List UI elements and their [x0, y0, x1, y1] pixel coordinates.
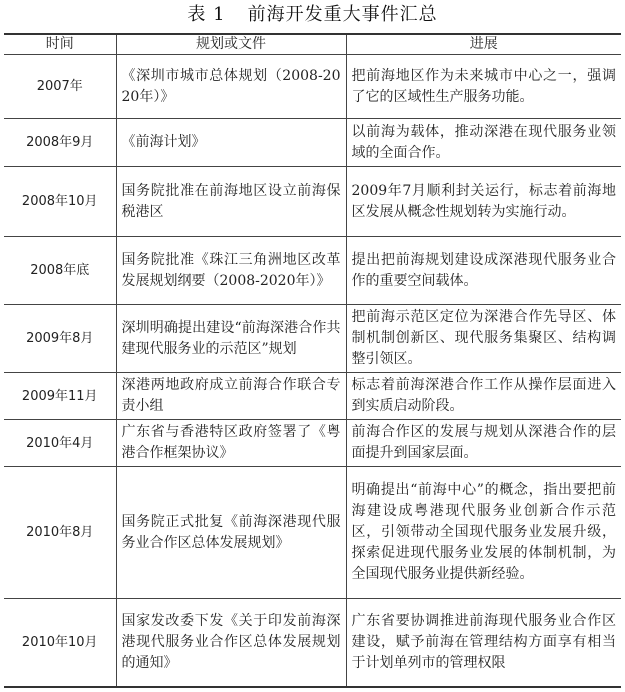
time-cell: 2008年底: [4, 237, 116, 305]
progress-cell: 提出把前海规划建设成深港现代服务业合作的重要空间载体。: [346, 237, 621, 305]
document-cell: 国务院批准在前海地区设立前海保税港区: [116, 167, 346, 237]
caption-title: 前海开发重大事件汇总: [247, 4, 438, 25]
progress-cell: 把前海地区作为未来城市中心之一，强调了它的区域性生产服务功能。: [346, 55, 621, 119]
table-row: [4, 373, 621, 420]
progress-cell: 明确提出“前海中心”的概念，指出要把前海建设成粤港现代服务业创新合作示范区，引领带动全国现代服务业发展升级，探索促进现代服务业发展的体制机制，为全国现代服务业提供新经验。: [346, 467, 621, 599]
document-cell: 《前海计划》: [116, 119, 346, 167]
time-cell: 2010年4月: [4, 420, 116, 467]
document-cell: 《深圳市城市总体规划（2008-2020年）》: [116, 55, 346, 119]
table-row: [4, 55, 621, 119]
table-caption: [0, 0, 625, 30]
progress-cell: 标志着前海深港合作工作从操作层面进入到实质启动阶段。: [346, 373, 621, 420]
document-cell: 广东省与香港特区政府签署了《粤港合作框架协议》: [116, 420, 346, 467]
time-cell: 2008年10月: [4, 167, 116, 237]
progress-cell: 前海合作区的发展与规划从深港合作的层面提升到国家层面。: [346, 420, 621, 467]
table-row: [4, 305, 621, 373]
document-cell: 国务院批准《珠江三角洲地区改革发展规划纲要（2008-2020年）》: [116, 237, 346, 305]
header-time: 时间: [4, 34, 116, 55]
time-cell: 2009年11月: [4, 373, 116, 420]
progress-cell: 以前海为载体，推动深港在现代服务业领域的全面合作。: [346, 119, 621, 167]
time-cell: 2007年: [4, 55, 116, 119]
table-row: [4, 420, 621, 467]
document-cell: 深圳明确提出建设“前海深港合作共建现代服务业的示范区”规划: [116, 305, 346, 373]
header-progress: 进展: [346, 34, 621, 55]
document-cell: 国务院正式批复《前海深港现代服务业合作区总体发展规划》: [116, 467, 346, 599]
progress-cell: 广东省要协调推进前海现代服务业合作区建设，赋予前海在管理结构方面享有相当于计划单列市的管理权限: [346, 599, 621, 687]
caption-number: 表 1: [187, 4, 226, 25]
header-document: 规划或文件: [116, 34, 346, 55]
table-row: [4, 119, 621, 167]
progress-cell: 2009年7月顺利封关运行，标志着前海地区发展从概念性规划转为实施行动。: [346, 167, 621, 237]
time-cell: 2008年9月: [4, 119, 116, 167]
table-row: [4, 237, 621, 305]
table-row: [4, 467, 621, 599]
document-cell: 深港两地政府成立前海合作联合专责小组: [116, 373, 346, 420]
header-row: [4, 34, 621, 55]
progress-cell: 把前海示范区定位为深港合作先导区、体制机制创新区、现代服务集聚区、结构调整引领区。: [346, 305, 621, 373]
time-cell: 2010年10月: [4, 599, 116, 687]
time-cell: 2009年8月: [4, 305, 116, 373]
table-row: [4, 599, 621, 687]
time-cell: 2010年8月: [4, 467, 116, 599]
events-table: [4, 33, 621, 688]
document-cell: 国家发改委下发《关于印发前海深港现代服务业合作区总体发展规划的通知》: [116, 599, 346, 687]
table-row: [4, 167, 621, 237]
